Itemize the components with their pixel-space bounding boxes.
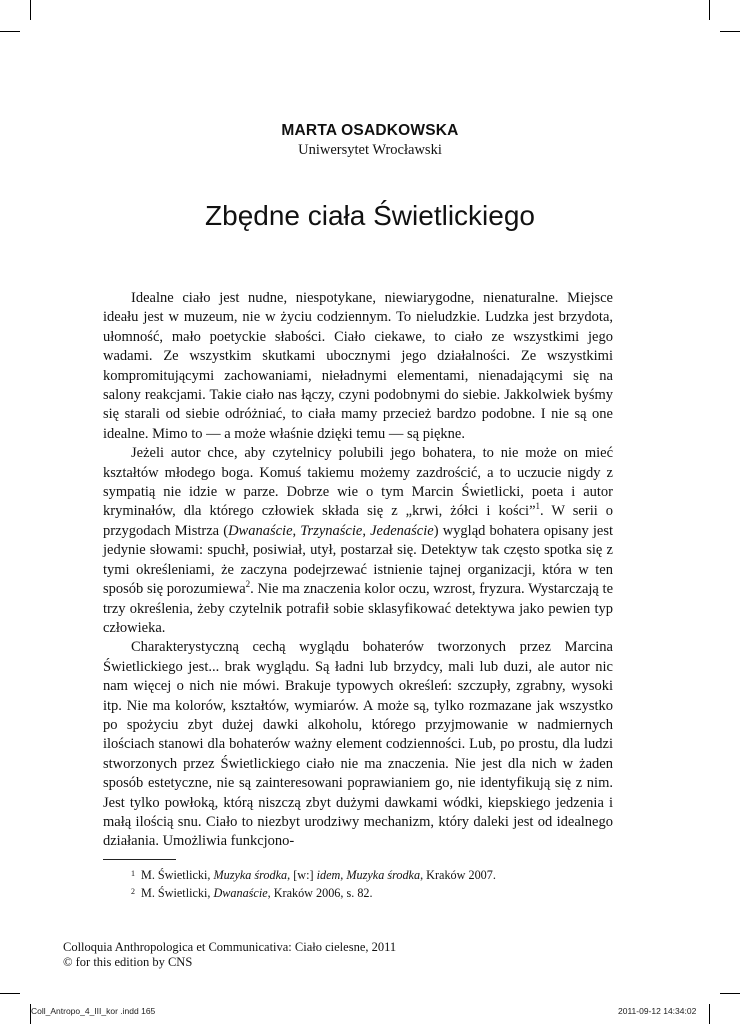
italic-run: Dwanaście (228, 522, 293, 539)
italic-run: idem (316, 868, 341, 882)
crop-mark-bottom-right (709, 1004, 710, 1024)
journal-citation: Colloquia Anthropologica et Communicativa: Ciało cielesne, 2011 (63, 940, 397, 954)
text-run: , (340, 868, 347, 882)
text-run: , [w:] (287, 868, 317, 882)
text-run: . Nie ma znaczenia kolor oczu, wzrost, fryzura. Wystarczają te trzy określenia, żeby czytelnik potrafił sobie sklasyfikować detektywa jako pewien typ człowieka. (103, 581, 614, 636)
slug-filename: Coll_Antropo_4_III_kor .indd 165 (31, 1006, 156, 1016)
text-run: , Kraków 2007. (420, 868, 496, 882)
footnote-ref: 1 (535, 501, 541, 512)
italic-run: Dwanaście (213, 886, 268, 900)
crop-mark-top-right (709, 0, 710, 20)
footnote-ref: 2 (131, 887, 135, 896)
article-body (103, 289, 613, 852)
paragraph (103, 289, 613, 444)
author-name: MARTA OSADKOWSKA (281, 122, 459, 139)
text-run: , (362, 522, 371, 539)
footnotes (131, 866, 611, 902)
footnote (131, 866, 611, 884)
text-run: , Kraków 2006, s. 82. (267, 886, 373, 900)
copyright-notice: © for this edition by CNS (63, 955, 193, 969)
text-run: ) wygląd bohatera opisany jest jedynie słowami: spuchł, posiwiał, utył, postarzał się. Detektyw tak często spotka się z tymi określeniami, że zaczyna podejrzewać istnienie tajnej organizacji, która w ten sposób się porozumiewa (103, 522, 614, 598)
text-run: M. Świetlicki, (141, 868, 214, 882)
crop-mark-top-right-h (720, 31, 740, 32)
text-run: Idealne ciało jest nudne, niespotykane, niewiarygodne, nienaturalne. Miejsce ideału jest w muzeum, nie w życiu codziennym. To nieludzkie. Ludzka jest brzydota, ułomność, mało poetyckie słabości. Ciało ciekawe, to ciało ze wszystkimi jego wadami. Ze wszystkim skutkami ubocznymi jego działalności. Ze wszystkimi kompromitującymi zachowaniami, nieładnymi elementami, nienadającymi się na salony reakcjami. Takie ciało nas łączy, czyni podobnymi do siebie. Jakkolwiek byśmy się starali od siebie odróżniać, to ciała mamy przecież bardzo podobne. I nie są one idealne. Mimo to — a może właśnie dzięki temu — są piękne. (103, 290, 613, 442)
author-affiliation: Uniwersytet Wrocławski (298, 142, 442, 158)
paragraph (103, 444, 613, 638)
text-run: Charakterystyczną cechą wyglądu bohaterów tworzonych przez Marcina Świetlickiego jest... brak wyglądu. Są ładni lub brzydcy, mali lub duzi, ale autor nic nam więcej o nich nie mówi. Brakuje typowych określeń: szczupły, zgrabny, wysoki itp. Nie ma kolorów, kształtów, wymiarów. A może są, tylko rozmazane jak wszystko po spożyciu zbyt dużej dawki alkoholu, którego przyjmowanie w nadmiernych ilościach stanowi dla bohaterów ważny element codzienności. Lub, po prostu, dla ludzi stworzonych przez Świetlickiego ciało nie ma znaczenia. Nie jest dla nich w żaden sposób estetyczne, nie są zainteresowani poprawianiem go, nie identyfikują się z nim. Jest tylko powłoką, którą niszczą zbyt dużymi dawkami wódki, kiepskiego jedzenia i małą ilością snu. Ciało to niezbyt urodziwy mechanizm, który daleki jest od idealnego działania. Umożliwia funkcjono- (103, 639, 613, 850)
text-run: M. Świetlicki, (141, 886, 214, 900)
page-footer (63, 940, 396, 970)
text-run: . W serii o przygodach Mistrza ( (103, 503, 613, 539)
italic-run: Jedenaście (370, 522, 434, 539)
crop-mark-top-left-h (0, 31, 20, 32)
crop-mark-bottom-right-h (720, 993, 740, 994)
italic-run: Muzyka środka (346, 868, 421, 882)
footnote-separator (103, 859, 176, 860)
crop-mark-bottom-left-h (0, 993, 20, 994)
text-run: , (292, 522, 301, 539)
footnote-ref: 1 (131, 869, 135, 878)
text-run: Jeżeli autor chce, aby czytelnicy polubili jego bohatera, to nie może on mieć kształtów młodego boga. Komuś takiemu możemy zazdrościć, a to uczucie nigdy z sympatią nie idzie w parze. Dobrze wie o tym Marcin Świetlicki, poeta i autor kryminałów, dla którego człowiek składa się z „krwi, żółci i kości” (103, 445, 613, 520)
footnote-ref: 2 (245, 579, 251, 590)
crop-mark-top-left (30, 0, 31, 20)
slug-timestamp: 2011-09-12 14:34:02 (618, 1006, 697, 1016)
italic-run: Muzyka środka (213, 868, 288, 882)
paragraph (103, 638, 613, 851)
article-title: Zbędne ciała Świetlickiego (205, 200, 535, 231)
italic-run: Trzynaście (300, 522, 363, 539)
footnote (131, 884, 611, 902)
